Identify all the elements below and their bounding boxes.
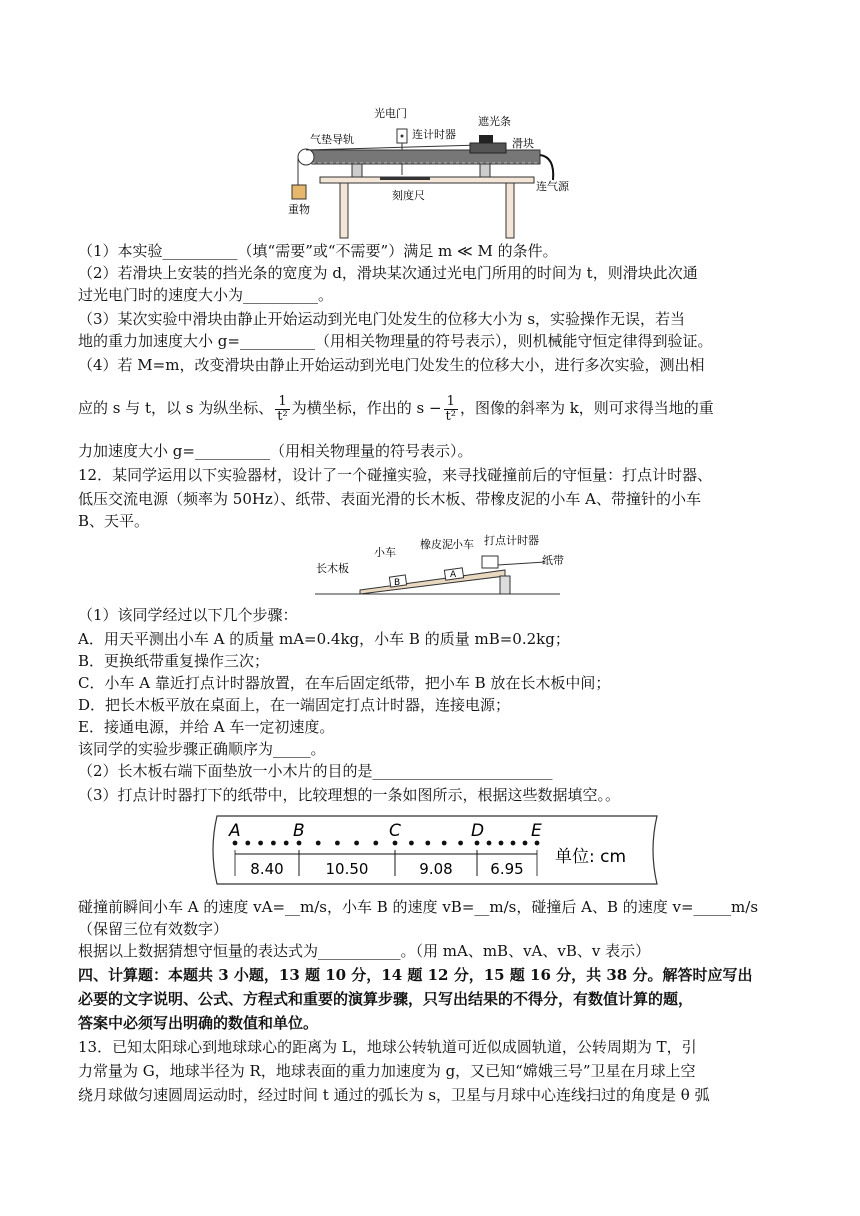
tape-dot xyxy=(475,841,480,846)
section4-line1: 四、计算题：本题共 3 小题，13 题 10 分，14 题 12 分，15 题 16 分，共 38 分。解答时应写出 xyxy=(78,966,753,984)
tape-dot xyxy=(373,841,378,846)
slider-label: 滑块 xyxy=(512,137,534,150)
q12-step-d: D．把长木板平放在桌面上，在一端固定打点计时器，连接电源； xyxy=(78,696,511,714)
cart-b-letter: B xyxy=(394,578,401,588)
paper-tape-figure xyxy=(205,812,665,888)
reciprocal-t-squared xyxy=(275,395,289,424)
tape-point-E: E xyxy=(531,821,542,841)
q11-part2-line2: 过光电门时的速度大小为__________。 xyxy=(78,286,334,304)
q11-part4-line3: 力加速度大小 g=__________（用相关物理量的符号表示）。 xyxy=(78,442,473,460)
tape-dot xyxy=(425,841,430,846)
q12-intro-line2: 低压交流电源（频率为 50Hz）、纸带、表面光滑的长木板、带橡皮泥的小车 A、带撞针的小车 xyxy=(78,490,701,508)
tape-dot xyxy=(335,841,340,846)
frac-numerator-2: 1 xyxy=(444,395,458,410)
light-bar-label: 遮光条 xyxy=(478,115,511,128)
tape-dot xyxy=(297,841,302,846)
tape-dot xyxy=(523,841,528,846)
q12-velocity-line1: 碰撞前瞬间小车 A 的速度 vA=__m/s，小车 B 的速度 vB=__m/s，碰撞后 A、B 的速度 v=_____m/s xyxy=(78,898,759,916)
tape-segment-value: 8.40 xyxy=(250,860,284,878)
tape-segment-value: 9.08 xyxy=(419,860,453,878)
q13-line2: 力常量为 G，地球半径为 R，地球表面的重力加速度为 g，又已知“嫦娥三号”卫星在月球上空 xyxy=(78,1062,696,1080)
q13-line1: 13．已知太阳球心到地球球心的距离为 L，地球公转轨道可近似成圆轨道，公转周期为 T，引 xyxy=(78,1038,697,1056)
long-board-label: 长木板 xyxy=(316,562,349,575)
section4-line2: 必要的文字说明、公式、方程式和重要的演算步骤，只写出结果的不得分，有数值计算的题， xyxy=(78,990,694,1008)
cart-a-letter: A xyxy=(450,570,457,580)
tape-dot xyxy=(511,841,516,846)
cart-label-2: 小车 xyxy=(452,538,474,551)
air-track-label: 气垫导轨 xyxy=(310,133,354,146)
q11-part4-text1: 应的 s 与 t，以 s 为纵坐标、 xyxy=(78,399,274,417)
tape-dot xyxy=(458,841,463,846)
q11-part4-line1: （4）若 M=m，改变滑块由静止开始运动到光电门处发生的位移大小，进行多次实验，测出相 xyxy=(78,356,705,374)
tape-dot xyxy=(271,841,276,846)
weight-label: 重物 xyxy=(288,203,310,216)
q12-step-intro: （1）该同学经过以下几个步骤： xyxy=(78,606,298,624)
tape-label: 纸带 xyxy=(542,554,564,567)
tape-point-D: D xyxy=(471,821,485,841)
q12-order: 该同学的实验步骤正确顺序为_____。 xyxy=(78,740,326,758)
cart-label-1: 小车 xyxy=(374,546,396,559)
tape-dot xyxy=(245,841,250,846)
q12-step-e: E．接通电源，并给 A 车一定初速度。 xyxy=(78,718,335,736)
q12-expression: 根据以上数据猜想守恒量的表达式为___________。（用 mA、mB、vA、vB、v 表示） xyxy=(78,942,651,960)
frac-denominator-2: t² xyxy=(445,408,456,424)
q12-part2: （2）长木板右端下面垫放一小木片的目的是________________________ xyxy=(78,762,553,780)
unit-label: 单位: cm xyxy=(555,847,627,867)
frac-numerator: 1 xyxy=(275,395,289,410)
q11-part3-line2: 地的重力加速度大小 g=__________（用相关物理量的符号表示），则机械能守恒定律得到验证。 xyxy=(78,332,713,350)
tape-dot xyxy=(258,841,263,846)
putty-label: 橡皮泥 xyxy=(420,538,453,551)
q12-part3: （3）打点计时器打下的纸带中，比较理想的一条如图所示，根据这些数据填空。。 xyxy=(78,786,621,804)
tape-dot xyxy=(354,841,359,846)
tape-dot xyxy=(233,841,238,846)
q12-step-b: B．更换纸带重复操作三次； xyxy=(78,652,270,670)
tape-dot xyxy=(393,841,398,846)
tape-dot xyxy=(499,841,504,846)
q12-intro-line1: 12．某同学运用以下实验器材，设计了一个碰撞实验，来寻找碰撞前后的守恒量：打点计时器、 xyxy=(78,466,713,484)
q11-part4-text2: 为横坐标，作出的 s − xyxy=(291,399,442,417)
tape-point-A: A xyxy=(229,821,241,841)
q12-intro-line3: B、天平。 xyxy=(78,512,150,530)
tape-dot xyxy=(487,841,492,846)
section4-line3: 答案中必须写出明确的数值和单位。 xyxy=(78,1014,319,1032)
scale-label: 刻度尺 xyxy=(392,189,425,202)
q11-part4-text3: ，图像的斜率为 k，则可求得当地的重 xyxy=(459,399,714,417)
q12-step-c: C．小车 A 靠近打点计时器放置，在车后固定纸带，把小车 B 放在长木板中间； xyxy=(78,674,611,692)
q11-part2-line1: （2）若滑块上安装的挡光条的宽度为 d，滑块某次通过光电门所用的时间为 t，则滑块此次通 xyxy=(78,264,698,282)
photogate-label: 光电门 xyxy=(374,107,407,120)
tape-segment-value: 6.95 xyxy=(490,860,524,878)
tape-point-B: B xyxy=(293,821,305,841)
tape-point-C: C xyxy=(389,821,401,841)
tape-dot xyxy=(284,841,289,846)
timer-label: 打点计时器 xyxy=(484,534,539,547)
q13-line3: 绕月球做匀速圆周运动时，经过时间 t 通过的弧长为 s，卫星与月球中心连线扫过的角度是 θ 弧 xyxy=(78,1086,710,1104)
collision-figure xyxy=(310,532,570,598)
tape-dot xyxy=(442,841,447,846)
air-source-label: 连气源 xyxy=(536,180,569,193)
tape-dot xyxy=(409,841,414,846)
q11-part1: （1）本实验__________（填“需要”或“不需要”）满足 m ≪ M 的条件。 xyxy=(78,242,558,260)
q11-part3-line1: （3）某次实验中滑块由静止开始运动到光电门处发生的位移大小为 s，实验操作无误，若当 xyxy=(78,310,686,328)
reciprocal-t-squared-2 xyxy=(444,395,458,424)
tape-dot xyxy=(535,841,540,846)
frac-denominator: t² xyxy=(277,408,288,424)
air-track-figure xyxy=(280,105,600,240)
q12-step-a: A．用天平测出小车 A 的质量 mA=0.4kg，小车 B 的质量 mB=0.2kg； xyxy=(78,630,570,648)
q11-part4-line2 xyxy=(78,390,714,426)
q12-velocity-line2: （保留三位有效数字） xyxy=(78,920,229,938)
tape-segment-value: 10.50 xyxy=(325,860,369,878)
timer-connection-label: 连计时器 xyxy=(412,128,456,141)
tape-dot xyxy=(316,841,321,846)
